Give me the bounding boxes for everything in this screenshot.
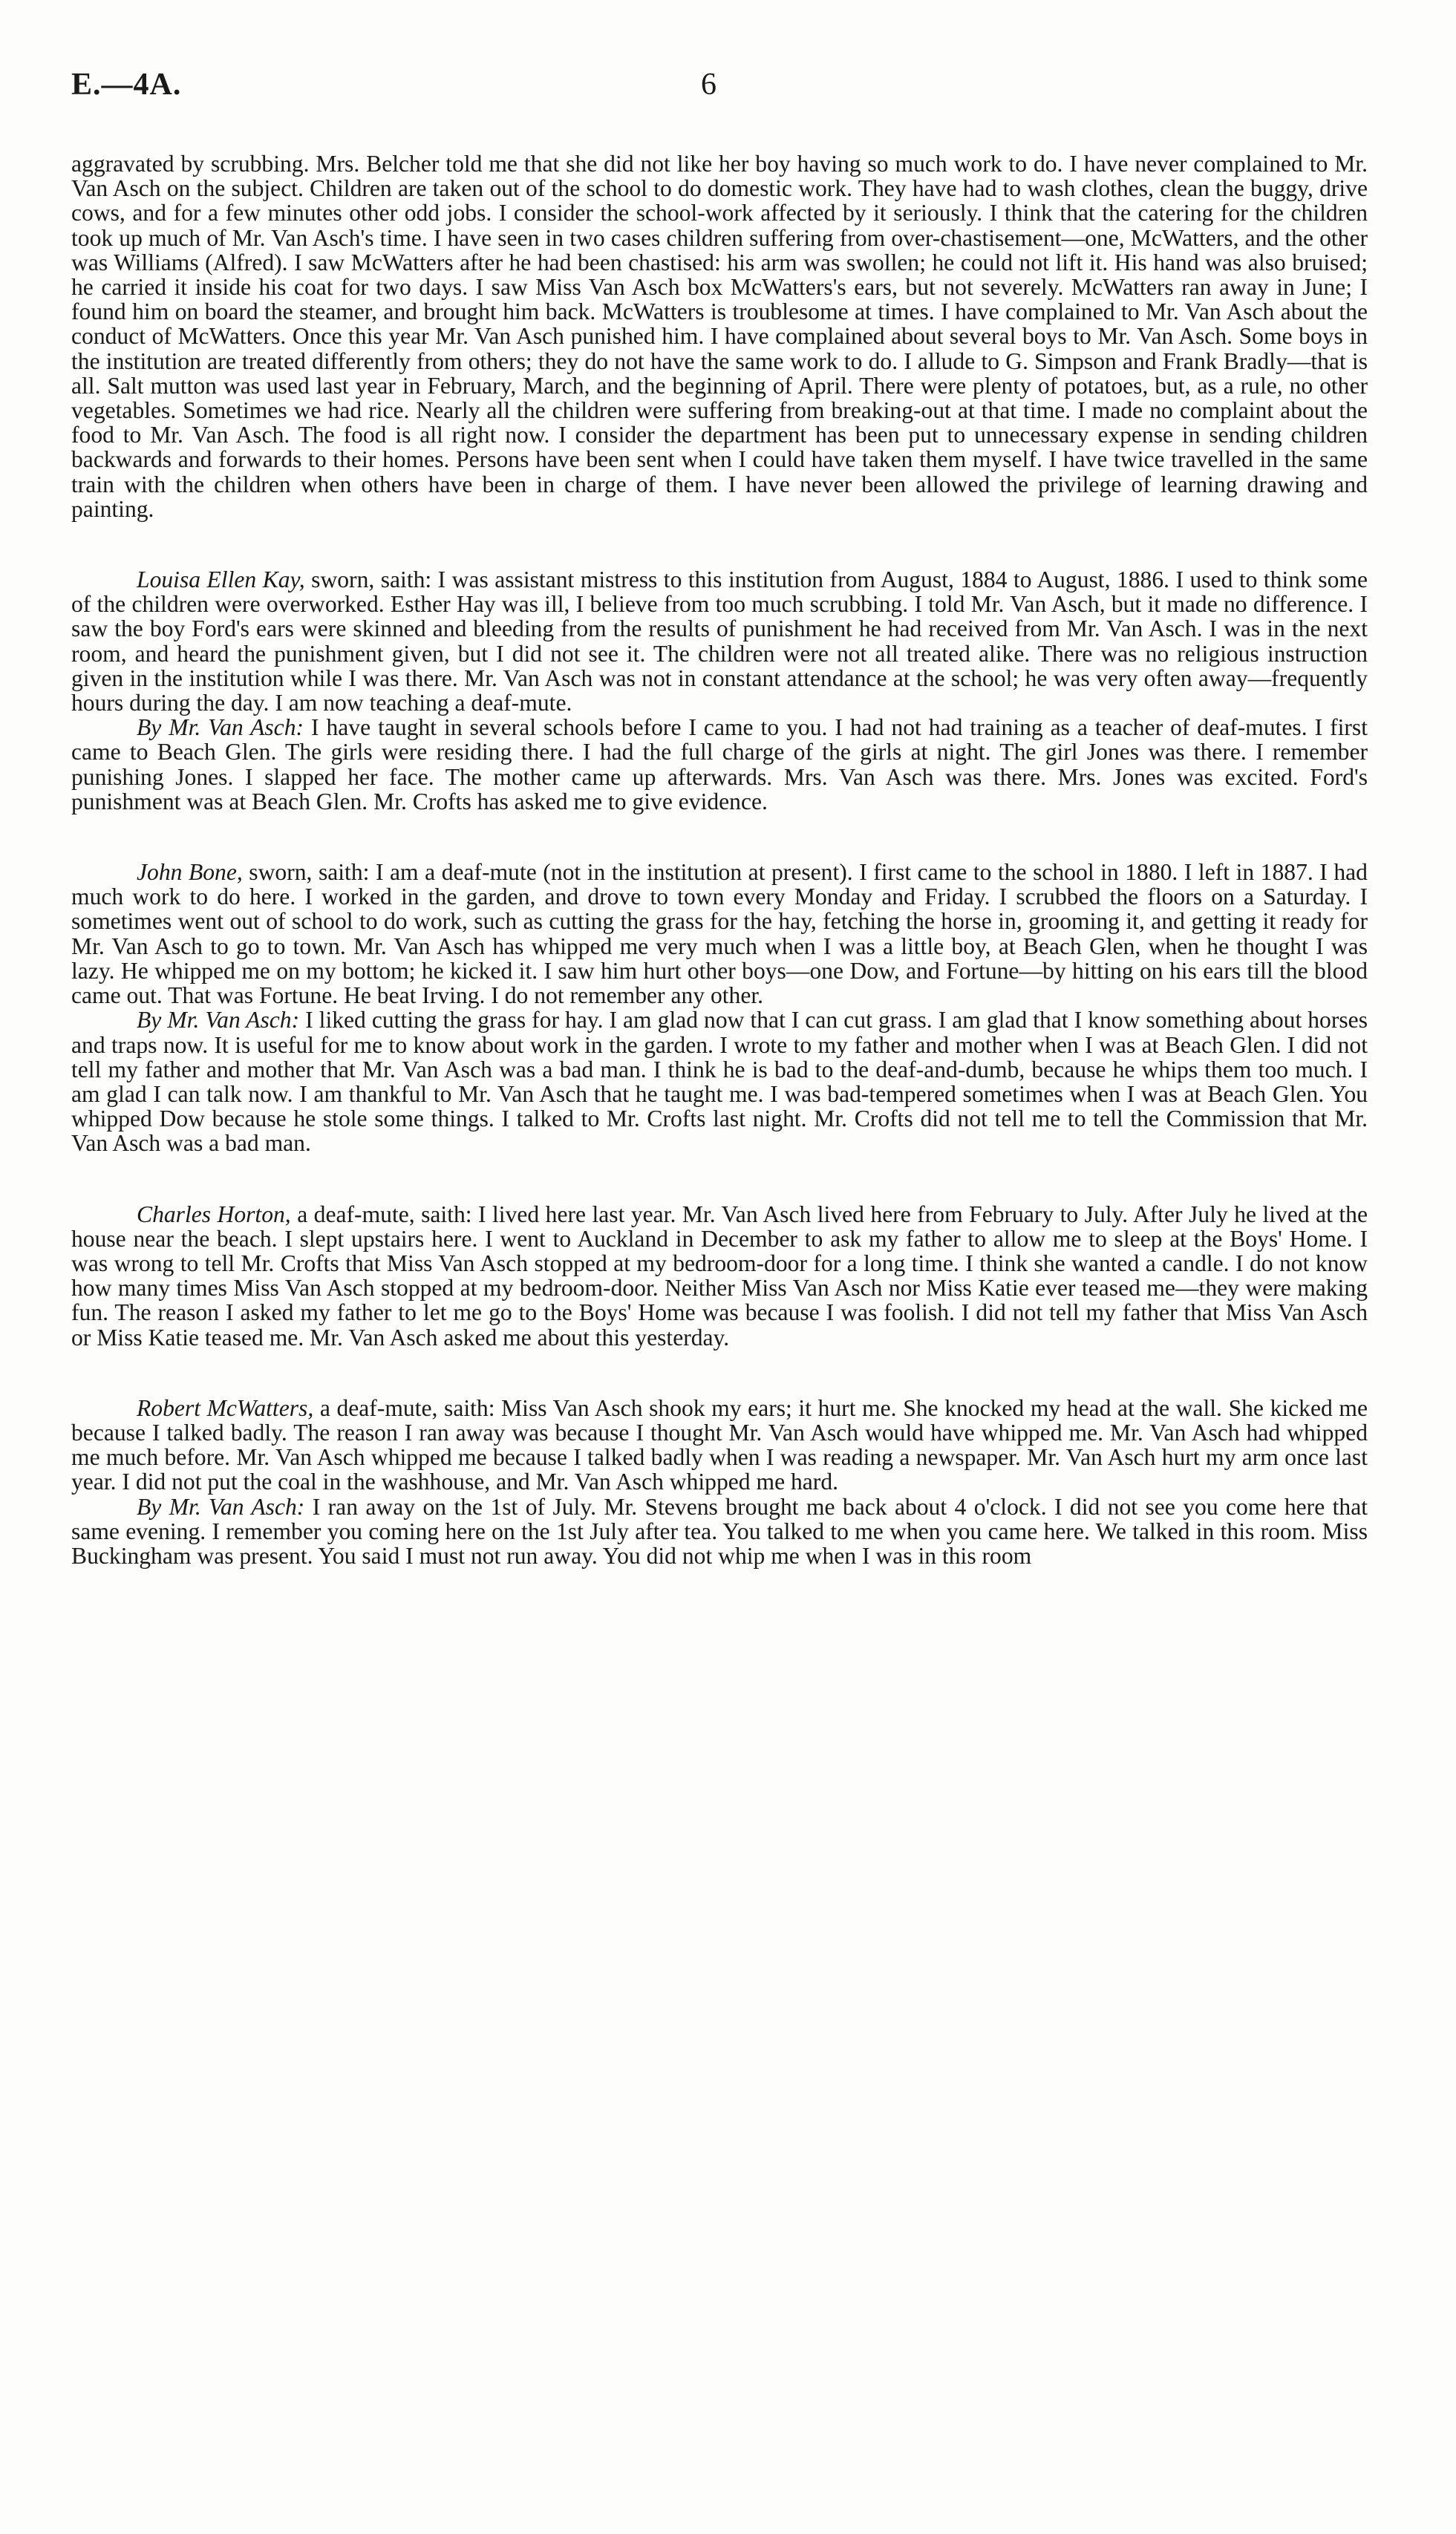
paragraph-john-bone — [71, 860, 1368, 1008]
examiner-name: By Mr. Van Asch: — [137, 714, 304, 741]
paragraph-text: I liked cutting the grass for hay. I am glad now that I can cut grass. I am glad that I know something about horses and traps now. It is useful for me to know about work in the garden. I wrote to my father and mother when I was at Beach Glen. I did not tell my father and mother that Mr. Van Asch was a bad man. I think he is bad to the deaf-and-dumb, because he whips them too much. I am glad I can talk now. I am thankful to Mr. Van Asch that he taught me. I was bad-tempered sometimes when I was at Beach Glen. You whipped Dow because he stole some things. I talked to Mr. Crofts last night. Mr. Crofts did not tell me to tell the Commission that Mr. Van Asch was a bad man. — [71, 1007, 1368, 1157]
page-header — [71, 67, 1368, 119]
page — [71, 67, 1368, 1568]
witness-name: Louisa Ellen Kay, — [137, 566, 305, 593]
paragraph-cross-examination — [71, 715, 1368, 814]
paragraph-continued-evidence — [71, 151, 1368, 521]
page-number: 6 — [701, 68, 716, 102]
paragraph-text: a deaf-mute, saith: Miss Van Asch shook my ears; it hurt me. She knocked my head at the wall. She kicked me because I talked badly. The reason I ran away was because I thought Mr. Van Asch would have whipped me. Mr. Van Asch had whipped me much before. Mr. Van Asch whipped me because I talked badly when I was reading a newspaper. Mr. Van Asch hurt my arm once last year. I did not put the coal in the washhouse, and Mr. Van Asch whipped me hard. — [71, 1394, 1368, 1495]
paragraph-text: I ran away on the 1st of July. Mr. Stevens brought me back about 4 o'clock. I did not see you come here that same evening. I remember you coming here on the 1st July after tea. You talked to me when you came here. We talked in this room. Miss Buckingham was present. You said I must not run away. You did not whip me when I was in this room — [71, 1493, 1368, 1569]
report-body — [71, 151, 1368, 1568]
witness-name: Charles Horton, — [137, 1201, 291, 1227]
paragraph-louisa-kay — [71, 567, 1368, 715]
document-reference: E.—4A. — [71, 68, 182, 102]
paragraph-robert-mcwatters — [71, 1396, 1368, 1495]
paragraph-text: I have taught in several schools before I came to you. I had not had training as a teacher of deaf-mutes. I first came to Beach Glen. The girls were residing there. I had the full charge of the girls at night. The girl Jones was there. I remember punishing Jones. I slapped her face. The mother came up afterwards. Mrs. Van Asch was there. Mrs. Jones was excited. Ford's punishment was at Beach Glen. Mr. Crofts has asked me to give evidence. — [71, 714, 1368, 814]
paragraph-charles-horton — [71, 1202, 1368, 1350]
paragraph-text: sworn, saith: I am a deaf-mute (not in the institution at present). I first came to the school in 1880. I left in 1887. I had much work to do here. I worked in the garden, and drove to town every Monday and Friday. I scrubbed the floors on a Saturday. I sometimes went out of school to do work, such as cutting the grass for the hay, fetching the horse in, grooming it, and getting it ready for Mr. Van Asch to go to town. Mr. Van Asch has whipped me very much when I was a little boy, at Beach Glen, when he thought I was lazy. He whipped me on my bottom; he kicked it. I saw him hurt other boys—one Dow, and Fortune—by hitting on his ears till the blood came out. That was Fortune. He beat Irving. I do not remember any other. — [71, 859, 1368, 1009]
paragraph-text: a deaf-mute, saith: I lived here last year. Mr. Van Asch lived here from February to July. After July he lived at the house near the beach. I slept upstairs here. I went to Auckland in December to ask my father to allow me to sleep at the Boys' Home. I was wrong to tell Mr. Crofts that Miss Van Asch stopped at my bedroom-door for a long time. I think she wanted a candle. I do not know how many times Miss Van Asch stopped at my bedroom-door. Neither Miss Van Asch nor Miss Katie ever teased me—they were making fun. The reason I asked my father to let me go to the Boys' Home was because I was foolish. I did not tell my father that Miss Van Asch or Miss Katie teased me. Mr. Van Asch asked me about this yesterday. — [71, 1201, 1368, 1351]
paragraph-cross-examination — [71, 1495, 1368, 1569]
paragraph-cross-examination — [71, 1008, 1368, 1155]
witness-name: Robert McWatters, — [137, 1394, 314, 1421]
examiner-name: By Mr. Van Asch: — [137, 1007, 300, 1033]
paragraph-text: aggravated by scrubbing. Mrs. Belcher told me that she did not like her boy having so much work to do. I have never complained to Mr. Van Asch on the subject. Children are taken out of the school to do domestic work. They have had to wash clothes, clean the buggy, drive cows, and for a few minutes other odd jobs. I consider the school-work affected by it seriously. I think that the catering for the children took up much of Mr. Van Asch's time. I have seen in two cases children suffering from over-chastisement—one, McWatters, and the other was Williams (Alfred). I saw McWatters after he had been chastised: his arm was swollen; he could not lift it. His hand was also bruised; he carried it inside his coat for two days. I saw Miss Van Asch box McWatters's ears, but not severely. McWatters ran away in June; I found him on board the steamer, and brought him back. McWatters is troublesome at times. I have complained to Mr. Van Asch about the conduct of McWatters. Once this year Mr. Van Asch punished him. I have complained about several boys to Mr. Van Asch. Some boys in the institution are treated differently from others; they do not have the same work to do. I allude to G. Simpson and Frank Bradly—that is all. Salt mutton was used last year in February, March, and the beginning of April. There were plenty of potatoes, but, as a rule, no other vegetables. Sometimes we had rice. Nearly all the children were suffering from breaking-out at that time. I made no complaint about the food to Mr. Van Asch. The food is all right now. I consider the department has been put to unnecessary expense in sending children backwards and forwards to their homes. Persons have been sent when I could have taken them myself. I have twice travelled in the same train with the children when others have been in charge of them. I have never been allowed the privilege of learning drawing and painting. — [71, 151, 1368, 522]
examiner-name: By Mr. Van Asch: — [137, 1493, 305, 1520]
witness-name: John Bone, — [137, 859, 243, 886]
paragraph-text: sworn, saith: I was assistant mistress to this institution from August, 1884 to August, 1886. I used to think some of the children were overworked. Esther Hay was ill, I believe from too much scrubbing. I told Mr. Van Asch, but it made no difference. I saw the boy Ford's ears were skinned and bleeding from the results of punishment he had received from Mr. Van Asch. I was in the next room, and heard the punishment given, but I did not see it. The children were not all treated alike. There was no religious instruction given in the institution while I was there. Mr. Van Asch was not in constant attendance at the school; he was very often away—frequently hours during the day. I am now teaching a deaf-mute. — [71, 566, 1368, 716]
